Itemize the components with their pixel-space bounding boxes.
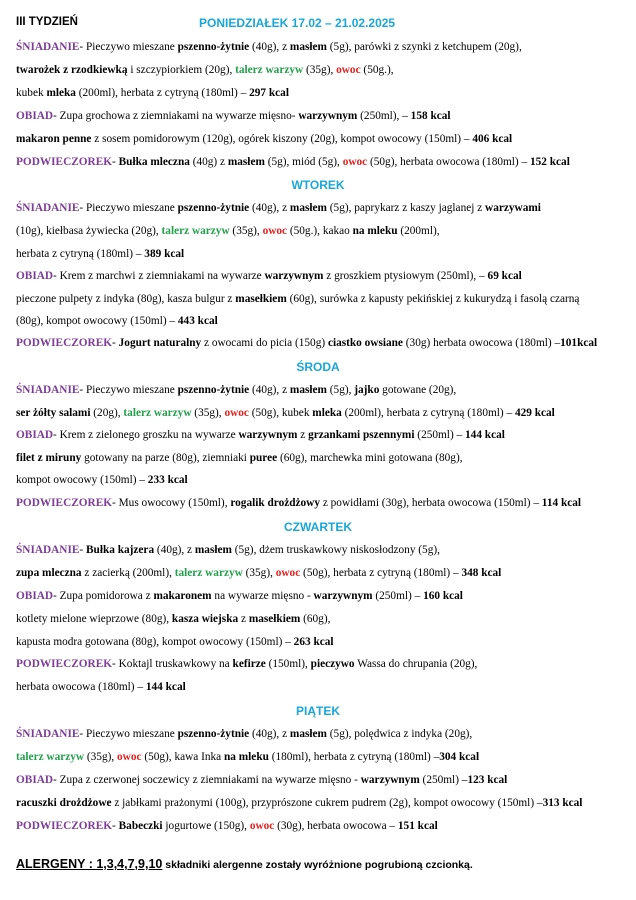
- menu-fragment: z jabłkami prażonymi (100g), przyprószone cukrem pudrem (2g), kompot owocowy (150ml) –: [111, 797, 543, 809]
- menu-fragment: - Pieczywo mieszane: [79, 202, 178, 214]
- vegetables-highlight: talerz warzyw: [16, 751, 85, 763]
- meal-label-snack: PODWIECZOREK: [16, 658, 113, 670]
- bold-ingredient: 123 kcal: [467, 774, 508, 786]
- day-heading-thursday: CZWARTEK: [284, 520, 352, 534]
- menu-fragment: (40g), z: [249, 728, 290, 740]
- bold-ingredient: na mleku: [224, 751, 269, 763]
- wed-breakfast-line-1: [16, 384, 456, 396]
- menu-text: [79, 41, 521, 53]
- bold-ingredient: 101kcal: [560, 337, 598, 349]
- menu-fragment: (40g), z: [154, 544, 195, 556]
- bold-ingredient: 297 kcal: [249, 87, 289, 99]
- menu-text: [16, 407, 555, 419]
- fruit-highlight: owoc: [117, 751, 142, 763]
- bold-ingredient: 69 kcal: [487, 270, 522, 282]
- bold-ingredient: 151 kcal: [397, 820, 438, 832]
- bold-ingredient: grzankami pszennymi: [308, 429, 415, 441]
- menu-fragment: i szczypiorkiem (20g),: [127, 64, 236, 76]
- menu-fragment: - Krem z zielonego groszku na wywarze: [53, 429, 239, 441]
- meal-label-breakfast: ŚNIADANIE: [16, 41, 80, 53]
- page-header: [16, 16, 636, 32]
- tue-breakfast-line-2: [16, 225, 440, 237]
- meal-label-lunch: OBIAD: [16, 270, 54, 282]
- meal-label-snack: PODWIECZOREK: [16, 156, 113, 168]
- bold-ingredient: masłem: [289, 384, 327, 396]
- mon-breakfast-line-1: [16, 41, 522, 53]
- menu-fragment: z: [238, 613, 249, 625]
- menu-fragment: (180ml), herbata z cytryną (180ml) –: [268, 751, 440, 763]
- bold-ingredient: kefirze: [232, 658, 266, 670]
- menu-fragment: (150ml),: [265, 658, 311, 670]
- menu-fragment: (50g), herbata z cytryną (180ml) –: [300, 567, 462, 579]
- fruit-highlight: owoc: [262, 225, 288, 237]
- menu-text: [16, 751, 479, 763]
- mon-snack-line-1: [16, 156, 570, 168]
- tue-lunch-line-3: [16, 315, 218, 327]
- menu-fragment: (5g), dżem truskawkowy niskosłodzony (5g),: [231, 544, 440, 556]
- menu-fragment: herbata owocowa (180ml) –: [16, 681, 146, 693]
- menu-fragment: (40g), z: [249, 384, 290, 396]
- fri-lunch-line-2: [16, 797, 582, 809]
- menu-fragment: (10g), kiełbasa żywiecka (20g),: [16, 225, 162, 237]
- menu-text: [16, 248, 184, 260]
- bold-ingredient: 406 kcal: [472, 133, 513, 145]
- fri-breakfast-line-1: [16, 728, 472, 740]
- menu-text: [16, 474, 188, 486]
- menu-text: [16, 225, 440, 237]
- bold-ingredient: Jogurt naturalny: [118, 337, 202, 349]
- menu-fragment: (60g),: [300, 613, 331, 625]
- menu-text: [53, 590, 463, 602]
- bold-ingredient: 389 kcal: [144, 248, 185, 260]
- menu-fragment: z: [297, 429, 309, 441]
- bold-ingredient: Bułka mleczna: [118, 156, 190, 168]
- wed-lunch-line-3: [16, 474, 188, 486]
- bold-ingredient: pszenno-żytnie: [177, 41, 250, 53]
- menu-text: [16, 133, 512, 145]
- wed-lunch-line-2: [16, 452, 463, 464]
- menu-fragment: -: [112, 820, 119, 832]
- menu-fragment: (30g), herbata owocowa –: [274, 820, 398, 832]
- bold-ingredient: mleka: [46, 87, 76, 99]
- thu-snack-line-1: [16, 658, 477, 670]
- meal-label-breakfast: ŚNIADANIE: [16, 384, 80, 396]
- menu-fragment: (250ml) –: [372, 590, 424, 602]
- bold-ingredient: masełkiem: [235, 293, 287, 305]
- bold-ingredient: 158 kcal: [410, 110, 451, 122]
- menu-fragment: - Pieczywo mieszane: [79, 728, 178, 740]
- menu-text: [53, 429, 505, 441]
- menu-text: [112, 497, 581, 509]
- menu-fragment: - Zupa grochowa z ziemniakami na wywarze mięsno-: [53, 110, 299, 122]
- day-heading-tuesday: WTOREK: [291, 178, 345, 192]
- bold-ingredient: racuszki drożdżowe: [16, 797, 112, 809]
- fruit-highlight: owoc: [336, 64, 361, 76]
- meal-label-lunch: OBIAD: [16, 110, 54, 122]
- menu-fragment: (40g) z: [189, 156, 228, 168]
- bold-ingredient: 144 kcal: [465, 429, 505, 441]
- menu-fragment: na wywarze mięsno -: [211, 590, 314, 602]
- menu-fragment: (40g), z: [249, 202, 290, 214]
- menu-text: [16, 293, 579, 305]
- thu-lunch-line-3: [16, 636, 334, 648]
- bold-ingredient: mleka: [312, 407, 342, 419]
- vegetables-highlight: talerz warzyw: [235, 64, 304, 76]
- bold-ingredient: ciastko owsiane: [327, 337, 403, 349]
- menu-fragment: gotowany na parze (80g), ziemniaki: [81, 452, 250, 464]
- vegetables-highlight: talerz warzyw: [174, 567, 243, 579]
- tue-lunch-line-2: [16, 293, 579, 305]
- menu-fragment: (35g),: [191, 407, 225, 419]
- bold-ingredient: warzywnym: [298, 110, 358, 122]
- bold-ingredient: na mleku: [352, 225, 398, 237]
- menu-text: [16, 797, 582, 809]
- menu-fragment: (50g), kawa Inka: [141, 751, 224, 763]
- bold-ingredient: kasza wiejska: [171, 613, 239, 625]
- menu-fragment: z powidłami (30g), herbata owocowa (150ml) –: [320, 497, 542, 509]
- menu-text: [79, 202, 540, 214]
- date-range: PONIEDZIAŁEK 17.02 – 21.02.2025: [199, 16, 396, 30]
- bold-ingredient: rogalik drożdżowy: [230, 497, 320, 509]
- bold-ingredient: masłem: [194, 544, 232, 556]
- menu-fragment: (40g), z: [249, 41, 290, 53]
- menu-text: [79, 728, 472, 740]
- day-heading-friday: PIĄTEK: [295, 704, 340, 718]
- bold-ingredient: makaronem: [153, 590, 212, 602]
- allergens-note: [16, 857, 473, 871]
- menu-fragment: z zacierką (200ml),: [81, 567, 175, 579]
- menu-fragment: gotowane (20g),: [379, 384, 457, 396]
- allergens-label: ALERGENY : 1,3,4,7,9,10: [16, 857, 163, 871]
- menu-fragment: z sosem pomidorowym (120g), ogórek kiszony (20g), kompot owocowy (150ml) –: [91, 133, 473, 145]
- mon-lunch-line-1: [16, 110, 451, 122]
- wed-lunch-line-1: [16, 429, 505, 441]
- meal-label-breakfast: ŚNIADANIE: [16, 728, 80, 740]
- tue-lunch-line-1: [16, 270, 522, 282]
- menu-fragment: (20g),: [90, 407, 124, 419]
- bold-ingredient: warzywnym: [313, 590, 373, 602]
- menu-text: [53, 774, 507, 786]
- menu-fragment: - Pieczywo mieszane: [79, 384, 178, 396]
- bold-ingredient: Babeczki: [118, 820, 163, 832]
- bold-ingredient: makaron penne: [16, 133, 92, 145]
- meal-label-snack: PODWIECZOREK: [16, 337, 113, 349]
- bold-ingredient: warzywnym: [264, 270, 324, 282]
- menu-text: [112, 820, 438, 832]
- menu-fragment: z owocami do picia (150g): [201, 337, 328, 349]
- meal-label-lunch: OBIAD: [16, 590, 54, 602]
- menu-fragment: (35g),: [84, 751, 118, 763]
- menu-text: [53, 110, 450, 122]
- bold-ingredient: ser żółty salami: [16, 407, 91, 419]
- menu-fragment: (50g), kubek: [248, 407, 313, 419]
- menu-text: [112, 658, 477, 670]
- menu-fragment: (250ml) –: [419, 774, 468, 786]
- bold-ingredient: pszenno-żytnie: [177, 202, 250, 214]
- menu-fragment: (250ml) –: [414, 429, 466, 441]
- vegetables-highlight: talerz warzyw: [161, 225, 230, 237]
- menu-fragment: (5g), paprykarz z kaszy jaglanej z: [326, 202, 486, 214]
- menu-fragment: (250ml), –: [357, 110, 411, 122]
- bold-ingredient: 313 kcal: [542, 797, 583, 809]
- menu-text: [79, 544, 440, 556]
- bold-ingredient: twarożek z rzodkiewką: [16, 64, 128, 76]
- thu-breakfast-line-2: [16, 567, 501, 579]
- bold-ingredient: 348 kcal: [461, 567, 502, 579]
- thu-lunch-line-1: [16, 590, 463, 602]
- day-heading-wednesday: ŚRODA: [296, 360, 340, 374]
- mon-breakfast-line-3: [16, 87, 289, 99]
- tue-breakfast-line-1: [16, 202, 541, 214]
- bold-ingredient: Bułka kajzera: [86, 544, 155, 556]
- bold-ingredient: 144 kcal: [145, 681, 186, 693]
- menu-fragment: - Zupa pomidorowa z: [53, 590, 154, 602]
- menu-fragment: (80g), kompot owocowy (150ml) –: [16, 315, 178, 327]
- menu-text: [16, 452, 463, 464]
- fruit-highlight: owoc: [249, 820, 275, 832]
- bold-ingredient: 304 kcal: [439, 751, 480, 763]
- bold-ingredient: 160 kcal: [423, 590, 463, 602]
- vegetables-highlight: talerz warzyw: [123, 407, 192, 419]
- meal-label-breakfast: ŚNIADANIE: [16, 544, 80, 556]
- thu-breakfast-line-1: [16, 544, 440, 556]
- menu-fragment: (60g), marchewka mini gotowana (80g),: [277, 452, 463, 464]
- tue-breakfast-line-3: [16, 248, 184, 260]
- menu-text: [16, 681, 186, 693]
- bold-ingredient: 233 kcal: [147, 474, 188, 486]
- menu-fragment: (5g),: [326, 384, 355, 396]
- menu-fragment: - Krem z marchwi z ziemniakami na wywarze: [53, 270, 265, 282]
- meal-label-snack: PODWIECZOREK: [16, 497, 113, 509]
- bold-ingredient: 429 kcal: [514, 407, 555, 419]
- menu-fragment: kapusta modra gotowana (80g), kompot owocowy (150ml) –: [16, 636, 294, 648]
- menu-text: [112, 337, 597, 349]
- menu-fragment: (5g), parówki z szynki z ketchupem (20g),: [326, 41, 522, 53]
- menu-fragment: - Pieczywo mieszane: [79, 41, 178, 53]
- menu-fragment: (5g), miód (5g),: [264, 156, 343, 168]
- wed-snack-line-1: [16, 497, 581, 509]
- meal-label-lunch: OBIAD: [16, 774, 54, 786]
- menu-fragment: (200ml), herbata z cytryną (180ml) –: [341, 407, 515, 419]
- bold-ingredient: masłem: [289, 41, 327, 53]
- menu-text: [16, 315, 218, 327]
- tue-snack-line-1: [16, 337, 597, 349]
- bold-ingredient: zupa mleczna: [16, 567, 82, 579]
- menu-fragment: kubek: [16, 87, 47, 99]
- bold-ingredient: warzywnym: [238, 429, 298, 441]
- meal-label-lunch: OBIAD: [16, 429, 54, 441]
- menu-fragment: kompot owocowy (150ml) –: [16, 474, 148, 486]
- menu-text: [53, 270, 522, 282]
- bold-ingredient: masełkiem: [248, 613, 301, 625]
- menu-fragment: - Mus owocowy (150ml),: [112, 497, 231, 509]
- fruit-highlight: owoc: [224, 407, 249, 419]
- bold-ingredient: 263 kcal: [293, 636, 334, 648]
- bold-ingredient: 443 kcal: [177, 315, 218, 327]
- menu-fragment: pieczone pulpety z indyka (80g), kasza bulgur z: [16, 293, 236, 305]
- meal-label-snack: PODWIECZOREK: [16, 820, 113, 832]
- bold-ingredient: masłem: [227, 156, 265, 168]
- menu-fragment: (5g), polędwica z indyka (20g),: [326, 728, 473, 740]
- bold-ingredient: warzywnym: [360, 774, 420, 786]
- menu-fragment: (200ml),: [397, 225, 440, 237]
- bold-ingredient: masłem: [289, 202, 327, 214]
- menu-text: [16, 567, 501, 579]
- week-title: III TYDZIEŃ: [16, 16, 78, 28]
- menu-text: [16, 87, 289, 99]
- menu-fragment: Wassa do chrupania (20g),: [354, 658, 478, 670]
- wed-breakfast-line-2: [16, 407, 555, 419]
- mon-lunch-line-2: [16, 133, 512, 145]
- menu-fragment: - Koktajl truskawkowy na: [112, 658, 233, 670]
- menu-fragment: -: [112, 156, 119, 168]
- allergens-text: składniki alergenne zostały wyróżnione pogrubioną czcionką.: [162, 859, 473, 871]
- menu-fragment: -: [79, 544, 86, 556]
- bold-ingredient: jajko: [354, 384, 380, 396]
- menu-fragment: (35g),: [303, 64, 337, 76]
- fruit-highlight: owoc: [342, 156, 368, 168]
- bold-ingredient: puree: [249, 452, 278, 464]
- mon-breakfast-line-2: [16, 64, 394, 76]
- bold-ingredient: warzywami: [485, 202, 541, 214]
- menu-fragment: (30g) herbata owocowa (180ml) –: [402, 337, 561, 349]
- menu-fragment: (60g), surówka z kapusty pekińskiej z kukurydzą i fasolą czarną: [286, 293, 580, 305]
- bold-ingredient: 114 kcal: [541, 497, 582, 509]
- fri-breakfast-line-2: [16, 751, 479, 763]
- bold-ingredient: masłem: [289, 728, 327, 740]
- meal-label-breakfast: ŚNIADANIE: [16, 202, 80, 214]
- bold-ingredient: 152 kcal: [529, 156, 570, 168]
- menu-fragment: (35g),: [229, 225, 263, 237]
- menu-fragment: (50g), herbata owocowa (180ml) –: [367, 156, 530, 168]
- menu-fragment: (35g),: [242, 567, 276, 579]
- bold-ingredient: filet z miruny: [16, 452, 82, 464]
- menu-text: [16, 636, 334, 648]
- fri-snack-line-1: [16, 820, 438, 832]
- menu-fragment: (50g.),: [360, 64, 394, 76]
- menu-fragment: -: [112, 337, 119, 349]
- bold-ingredient: pszenno-żytnie: [177, 728, 250, 740]
- menu-fragment: (50g.), kakao: [287, 225, 353, 237]
- fruit-highlight: owoc: [275, 567, 301, 579]
- thu-lunch-line-2: [16, 613, 330, 625]
- fri-lunch-line-1: [16, 774, 507, 786]
- menu-fragment: herbata z cytryną (180ml) –: [16, 248, 145, 260]
- menu-text: [112, 156, 570, 168]
- bold-ingredient: pieczywo: [310, 658, 355, 670]
- thu-snack-line-2: [16, 681, 186, 693]
- menu-text: [16, 613, 330, 625]
- menu-fragment: kotlety mielone wieprzowe (80g),: [16, 613, 172, 625]
- menu-fragment: jogurtowe (150g),: [162, 820, 250, 832]
- menu-text: [16, 64, 394, 76]
- menu-fragment: - Zupa z czerwonej soczewicy z ziemniakami na wywarze mięsno -: [53, 774, 361, 786]
- menu-fragment: z groszkiem ptysiowym (250ml), –: [323, 270, 488, 282]
- menu-fragment: (200ml), herbata z cytryną (180ml) –: [75, 87, 250, 99]
- menu-text: [79, 384, 456, 396]
- bold-ingredient: pszenno-żytnie: [177, 384, 250, 396]
